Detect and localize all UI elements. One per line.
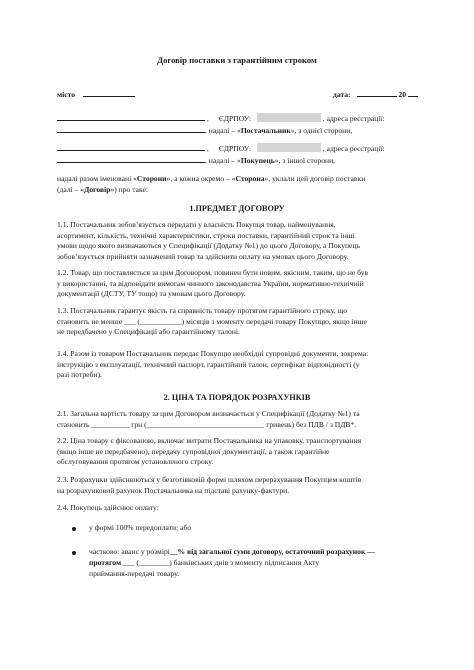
date-label: дата: (333, 90, 351, 99)
buyer-address-field[interactable] (57, 154, 205, 163)
clause-2-2: 2.2. Ціна товару є фіксованою, включає витрати Постачальника на упаковку, транспортування (якщо інше не передбачено), передачу супровідної документації, а також гарантійне обслуговування протягом установленого строку. (57, 436, 362, 467)
buyer-role: Покупець (240, 156, 275, 165)
supplier-edrpou-field[interactable] (257, 113, 321, 122)
payment-option-1: у формі 100% передоплати; або (89, 523, 192, 532)
clause-1-4: 1.4. Разом із товаром Постачальник передає Покупцю необхідні супровідні документи, зокрема: інструкцію з експлуатації, технічний паспорт, гарантійний талон, сертифікат відповідності (у разі потреби). (57, 349, 369, 380)
date-field[interactable] (357, 88, 397, 97)
payment-option-2-line-1: частково: аванс у розмірі__% від загальної суми договору, остаточний розрахунок — (89, 547, 375, 556)
buyer-edrpou-field[interactable] (257, 143, 321, 152)
clause-2-3: 2.3. Розрахунки здійснюються у безготівковій формі шляхом перерахування Покупцем коштів на розрахунковий рахунок Постачальника на підставі рахунку-фактури. (57, 475, 362, 495)
intro-line-2: (далі – «Договір») про таке: (57, 185, 148, 194)
buyer-edrpou-label: ЄДРПОУ: (218, 144, 251, 153)
buyer-line-2: , надалі – «Покупець», з іншої сторони, (57, 154, 417, 167)
section-1-heading: 1.ПРЕДМЕТ ДОГОВОРУ (189, 204, 285, 213)
city-field[interactable] (83, 88, 135, 97)
supplier-edrpou-label: ЄДРПОУ: (218, 114, 251, 123)
payment-option-2-line-2: протягом ___ (________) банківських днів з моменту підписання Акту (89, 558, 320, 567)
supplier-line-1: , ЄДРПОУ: , адреса реєстрації: (57, 112, 417, 125)
payment-option-2-line-3: приймання-передачі товару. (89, 569, 180, 578)
buyer-address-label: , адреса реєстрації: (322, 144, 385, 153)
year-prefix: 20 (398, 90, 406, 99)
city-date-line (57, 88, 417, 101)
document-title: Договір поставки з гарантійним строком (157, 55, 317, 65)
section-2-heading: 2. ЦІНА ТА ПОРЯДОК РОЗРАХУНКІВ (163, 393, 311, 402)
intro-line-1: надалі разом іменовані «Сторони», а кожна окремо – «Сторона», уклали цей договір поставки (57, 174, 366, 183)
city-label: місто (57, 90, 76, 99)
bullet-marker (72, 547, 78, 555)
supplier-role: Постачальник (240, 126, 291, 135)
year-field[interactable] (408, 88, 418, 97)
clause-2-1: 2.1. Загальна вартість товару за цим Договором визначається у Специфікації (Додатку №1) та становить __________ грн (_______________________________ гривень) без ПДВ / з ПДВ*. (57, 409, 360, 429)
buyer-line-1: , ЄДРПОУ: , адреса реєстрації: (57, 142, 417, 155)
clause-2-4: 2.4. Покупець здійснює оплату: (57, 503, 159, 512)
supplier-address-field[interactable] (57, 124, 205, 133)
supplier-name-field[interactable] (57, 112, 205, 121)
clause-1-3: 1.3. Постачальник гарантує якість та справність товару протягом гарантійного строку, що становить не менше ___ (___________) місяців з моменту передачі товару Покупцю, якщо інше не передбачено у Специфікації або гарантійному талоні. (57, 306, 367, 337)
supplier-line-2: , надалі – «Постачальник», з однієї сторони, (57, 124, 417, 137)
supplier-address-label: , адреса реєстрації: (322, 114, 385, 123)
bullet-marker (72, 523, 78, 531)
clause-1-1: 1.1. Постачальник зобов’язується передати у власність Покупця товар, найменування, асортимент, кількість, технічні характеристики, строки поставки, гарантійний строк та інші умови щодо якого визначаються у Специфікації (Додатку №1) до цього Договору, а Покупець зобов’язується прийняти зазначений товар та здійснити оплату на умовах цього Договору. (57, 220, 360, 261)
clause-1-2: 1.2. Товар, що поставляється за цим Договором, повинен бути новим, якісним, таким, що не був у використанні, та відповідати вимогам чинного законодавства України, нормативно-технічній документації (ДСТУ, ТУ тощо) та умовам цього Договору. (57, 268, 369, 299)
buyer-name-field[interactable] (57, 142, 205, 151)
